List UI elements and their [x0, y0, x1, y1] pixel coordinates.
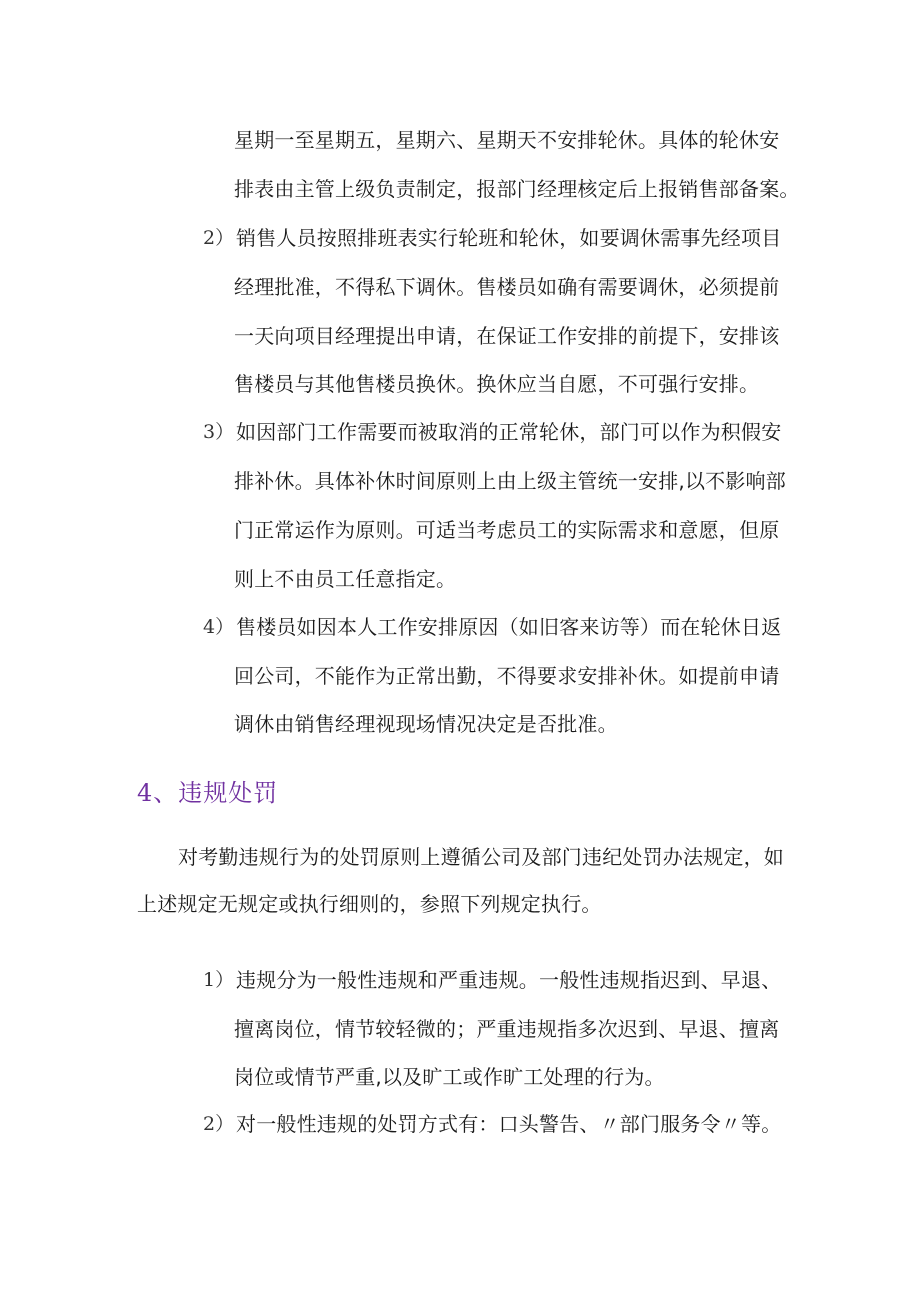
paragraph-line: 对考勤违规行为的处罚原则上遵循公司及部门违纪处罚办法规定，如 [178, 845, 784, 869]
paragraph-line: 对一般性违规的处罚方式有：口头警告、〃部门服务令〃等。 [236, 1112, 782, 1136]
paragraph-line: 一天向项目经理提出申请，在保证工作安排的前提下，安排该 [234, 324, 780, 348]
paragraph-line: 调休由销售经理视现场情况决定是否批准。 [234, 712, 618, 736]
paragraph-line: 擅离岗位，情节较轻微的；严重违规指多次迟到、早退、擅离 [234, 1017, 780, 1041]
paragraph-line: 如因部门工作需要而被取消的正常轮休，部门可以作为积假安 [236, 420, 782, 444]
paragraph-line: 岗位或情节严重,以及旷工或作旷工处理的行为。 [234, 1065, 665, 1089]
paragraph-line: 则上不由员工任意指定。 [234, 567, 457, 591]
paragraph-line: 门正常运作为原则。可适当考虑员工的实际需求和意愿，但原 [234, 518, 780, 542]
paragraph-line: 星期一至星期五，星期六、星期天不安排轮休。具体的轮休安 [234, 128, 780, 152]
paragraph-line: 销售人员按照排班表实行轮班和轮休，如要调休需事先经项目 [236, 226, 782, 250]
paragraph-line: 售楼员如因本人工作安排原因（如旧客来访等）而在轮休日返 [236, 615, 782, 639]
paragraph-line: 排表由主管上级负责制定，报部门经理核定后上报销售部备案。 [234, 177, 800, 201]
paragraph-line: 排补休。具体补休时间原则上由上级主管统一安排,以不影响部 [234, 469, 786, 493]
list-number: 4） [203, 616, 235, 638]
paragraph-line: 上述规定无规定或执行细则的，参照下列规定执行。 [137, 892, 602, 916]
paragraph-line: 违规分为一般性违规和严重违规。一般性违规指迟到、早退、 [236, 968, 782, 992]
list-number: 1） [203, 969, 235, 991]
list-number: 2） [203, 227, 235, 249]
list-number: 2） [203, 1113, 235, 1135]
paragraph-line: 回公司，不能作为正常出勤，不得要求安排补休。如提前申请 [234, 664, 780, 688]
paragraph-line: 经理批准，不得私下调休。售楼员如确有需要调休，必须提前 [234, 275, 780, 299]
paragraph-line: 售楼员与其他售楼员换休。换休应当自愿，不可强行安排。 [234, 372, 760, 396]
list-number: 3） [203, 421, 235, 443]
section-heading: 4、违规处罚 [137, 779, 279, 807]
